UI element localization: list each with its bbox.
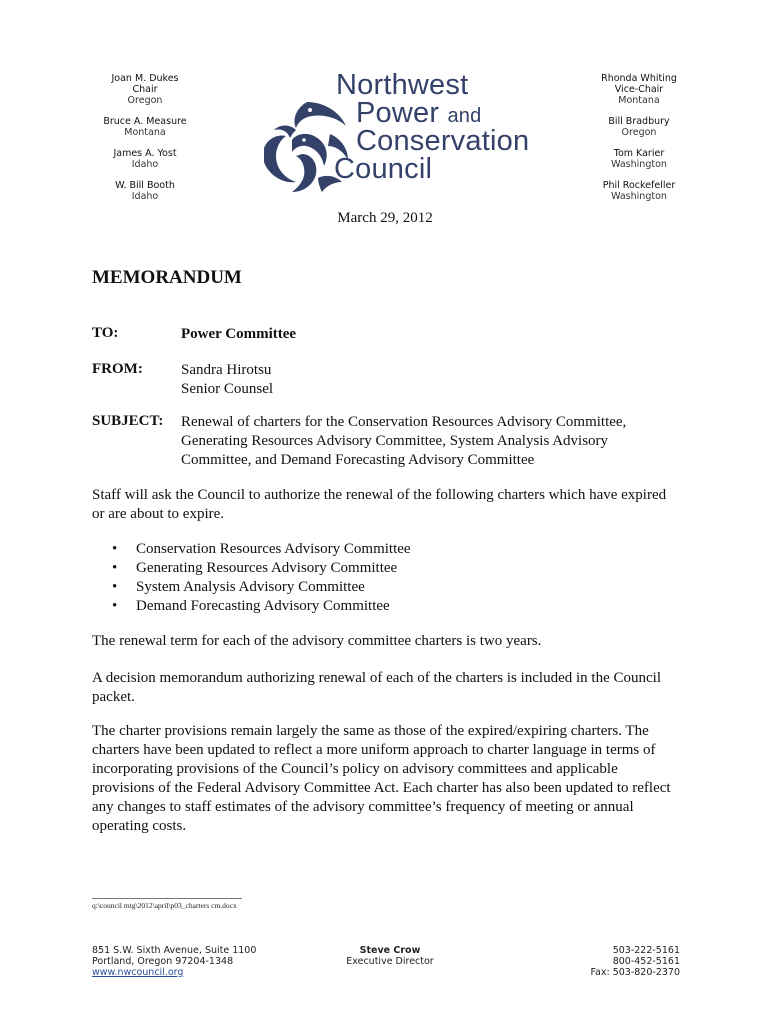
- to-label: TO:: [92, 325, 119, 341]
- bullet-icon: •: [112, 560, 118, 576]
- member-phil-rockefeller: [584, 180, 694, 202]
- logo-word-conservation: Conservation: [356, 125, 530, 157]
- paragraph-line: provisions of the Federal Advisory Committee Act. Each charter has also been updated to reflect: [92, 780, 671, 796]
- memo-title: MEMORANDUM: [92, 267, 242, 288]
- website-link[interactable]: www.nwcouncil.org: [92, 967, 184, 978]
- to-value: Power Committee: [181, 326, 297, 342]
- paragraph-line: The charter provisions remain largely the same as those of the expired/expiring charters. The: [92, 723, 649, 739]
- logo-power: Power: [356, 97, 440, 129]
- subject-line: Renewal of charters for the Conservation Resources Advisory Committee,: [181, 414, 627, 430]
- decision-paragraph: [92, 669, 692, 707]
- member-bruce-measure: [90, 116, 200, 138]
- member-name: Joan M. Dukes: [111, 73, 179, 84]
- from-label: FROM:: [92, 361, 143, 377]
- member-rhonda-whiting: [584, 73, 694, 106]
- list-item-text: System Analysis Advisory Committee: [136, 579, 365, 595]
- member-role: Chair: [132, 84, 158, 95]
- member-name: Phil Rockefeller: [602, 180, 676, 191]
- paragraph-line: charters have been updated to reflect a more uniform approach to charter language in terms of: [92, 742, 656, 758]
- paragraph-line: any changes to staff estimates of the advisory committee’s frequency of meeting or annual: [92, 799, 634, 815]
- footer-contact: [560, 945, 680, 978]
- file-path: q:\council mtg\2012\april\p03_charters cm.docx: [92, 901, 237, 910]
- subject-line: Generating Resources Advisory Committee, System Analysis Advisory: [181, 433, 609, 449]
- member-state: Washington: [611, 191, 667, 202]
- member-state: Montana: [124, 127, 166, 138]
- member-name: Tom Karier: [613, 148, 665, 159]
- footnote-divider: [92, 898, 242, 899]
- member-state: Oregon: [127, 95, 163, 106]
- from-value: [181, 361, 273, 399]
- phone-1: 503-222-5161: [612, 945, 680, 956]
- phone-2: 800-452-5161: [612, 956, 680, 967]
- address-line-1: 851 S.W. Sixth Avenue, Suite 1100: [92, 945, 257, 956]
- member-name: W. Bill Booth: [115, 180, 175, 191]
- member-james-yost: [90, 148, 200, 170]
- subject-line: Committee, and Demand Forecasting Advisory Committee: [181, 452, 535, 468]
- paragraph-line: Staff will ask the Council to authorize the renewal of the following charters which have expired: [92, 487, 667, 503]
- member-role: Vice-Chair: [614, 84, 664, 95]
- director-title: Executive Director: [346, 956, 434, 967]
- fax-number: Fax: 503-820-2370: [590, 967, 680, 978]
- member-name: Bruce A. Measure: [103, 116, 187, 127]
- member-bill-booth: [90, 180, 200, 202]
- logo-word-council: Council: [334, 153, 433, 185]
- left-council-members: [90, 73, 200, 212]
- paragraph-line: A decision memorandum authorizing renewal of each of the charters is included in the Council: [92, 670, 661, 686]
- right-council-members: [584, 73, 694, 212]
- member-name: James A. Yost: [113, 148, 177, 159]
- member-state: Idaho: [131, 159, 159, 170]
- subject-label: SUBJECT:: [92, 413, 164, 429]
- list-item: [108, 559, 411, 578]
- director-name: Steve Crow: [359, 945, 421, 956]
- list-item: [108, 578, 411, 597]
- provisions-paragraph: [92, 722, 692, 836]
- intro-paragraph: [92, 486, 692, 524]
- bullet-icon: •: [112, 579, 118, 595]
- member-state: Idaho: [131, 191, 159, 202]
- member-state: Washington: [611, 159, 667, 170]
- footer-director: [310, 945, 470, 967]
- council-logo: [252, 68, 542, 188]
- address-line-2: Portland, Oregon 97204-1348: [92, 956, 234, 967]
- list-item: [108, 540, 411, 559]
- paragraph-line: operating costs.: [92, 818, 187, 834]
- subject-value: [181, 413, 626, 470]
- memo-date: March 29, 2012: [337, 210, 433, 226]
- bullet-icon: •: [112, 541, 118, 557]
- list-item-text: Generating Resources Advisory Committee: [136, 560, 398, 576]
- list-item: [108, 597, 411, 616]
- member-state: Montana: [618, 95, 660, 106]
- from-title: Senior Counsel: [181, 381, 274, 397]
- list-item-text: Demand Forecasting Advisory Committee: [136, 598, 390, 614]
- member-name: Bill Bradbury: [608, 116, 670, 127]
- member-bill-bradbury: [584, 116, 694, 138]
- renewal-term-paragraph: The renewal term for each of the advisory committee charters is two years.: [92, 633, 542, 649]
- member-name: Rhonda Whiting: [601, 73, 677, 84]
- member-tom-karier: [584, 148, 694, 170]
- fish-emblem-icon: [252, 94, 362, 204]
- paragraph-line: incorporating provisions of the Council’s policy on advisory committees and applicable: [92, 761, 618, 777]
- paragraph-line: or are about to expire.: [92, 506, 225, 522]
- paragraph-line: packet.: [92, 689, 135, 705]
- list-item-text: Conservation Resources Advisory Committee: [136, 541, 411, 557]
- footer-address: [92, 945, 256, 978]
- from-name: Sandra Hirotsu: [181, 362, 272, 378]
- bullet-icon: •: [112, 598, 118, 614]
- committee-list: [108, 540, 411, 616]
- logo-word-northwest: Northwest: [336, 69, 469, 101]
- member-joan-dukes: [90, 73, 200, 106]
- logo-and: and: [447, 105, 482, 127]
- member-state: Oregon: [621, 127, 657, 138]
